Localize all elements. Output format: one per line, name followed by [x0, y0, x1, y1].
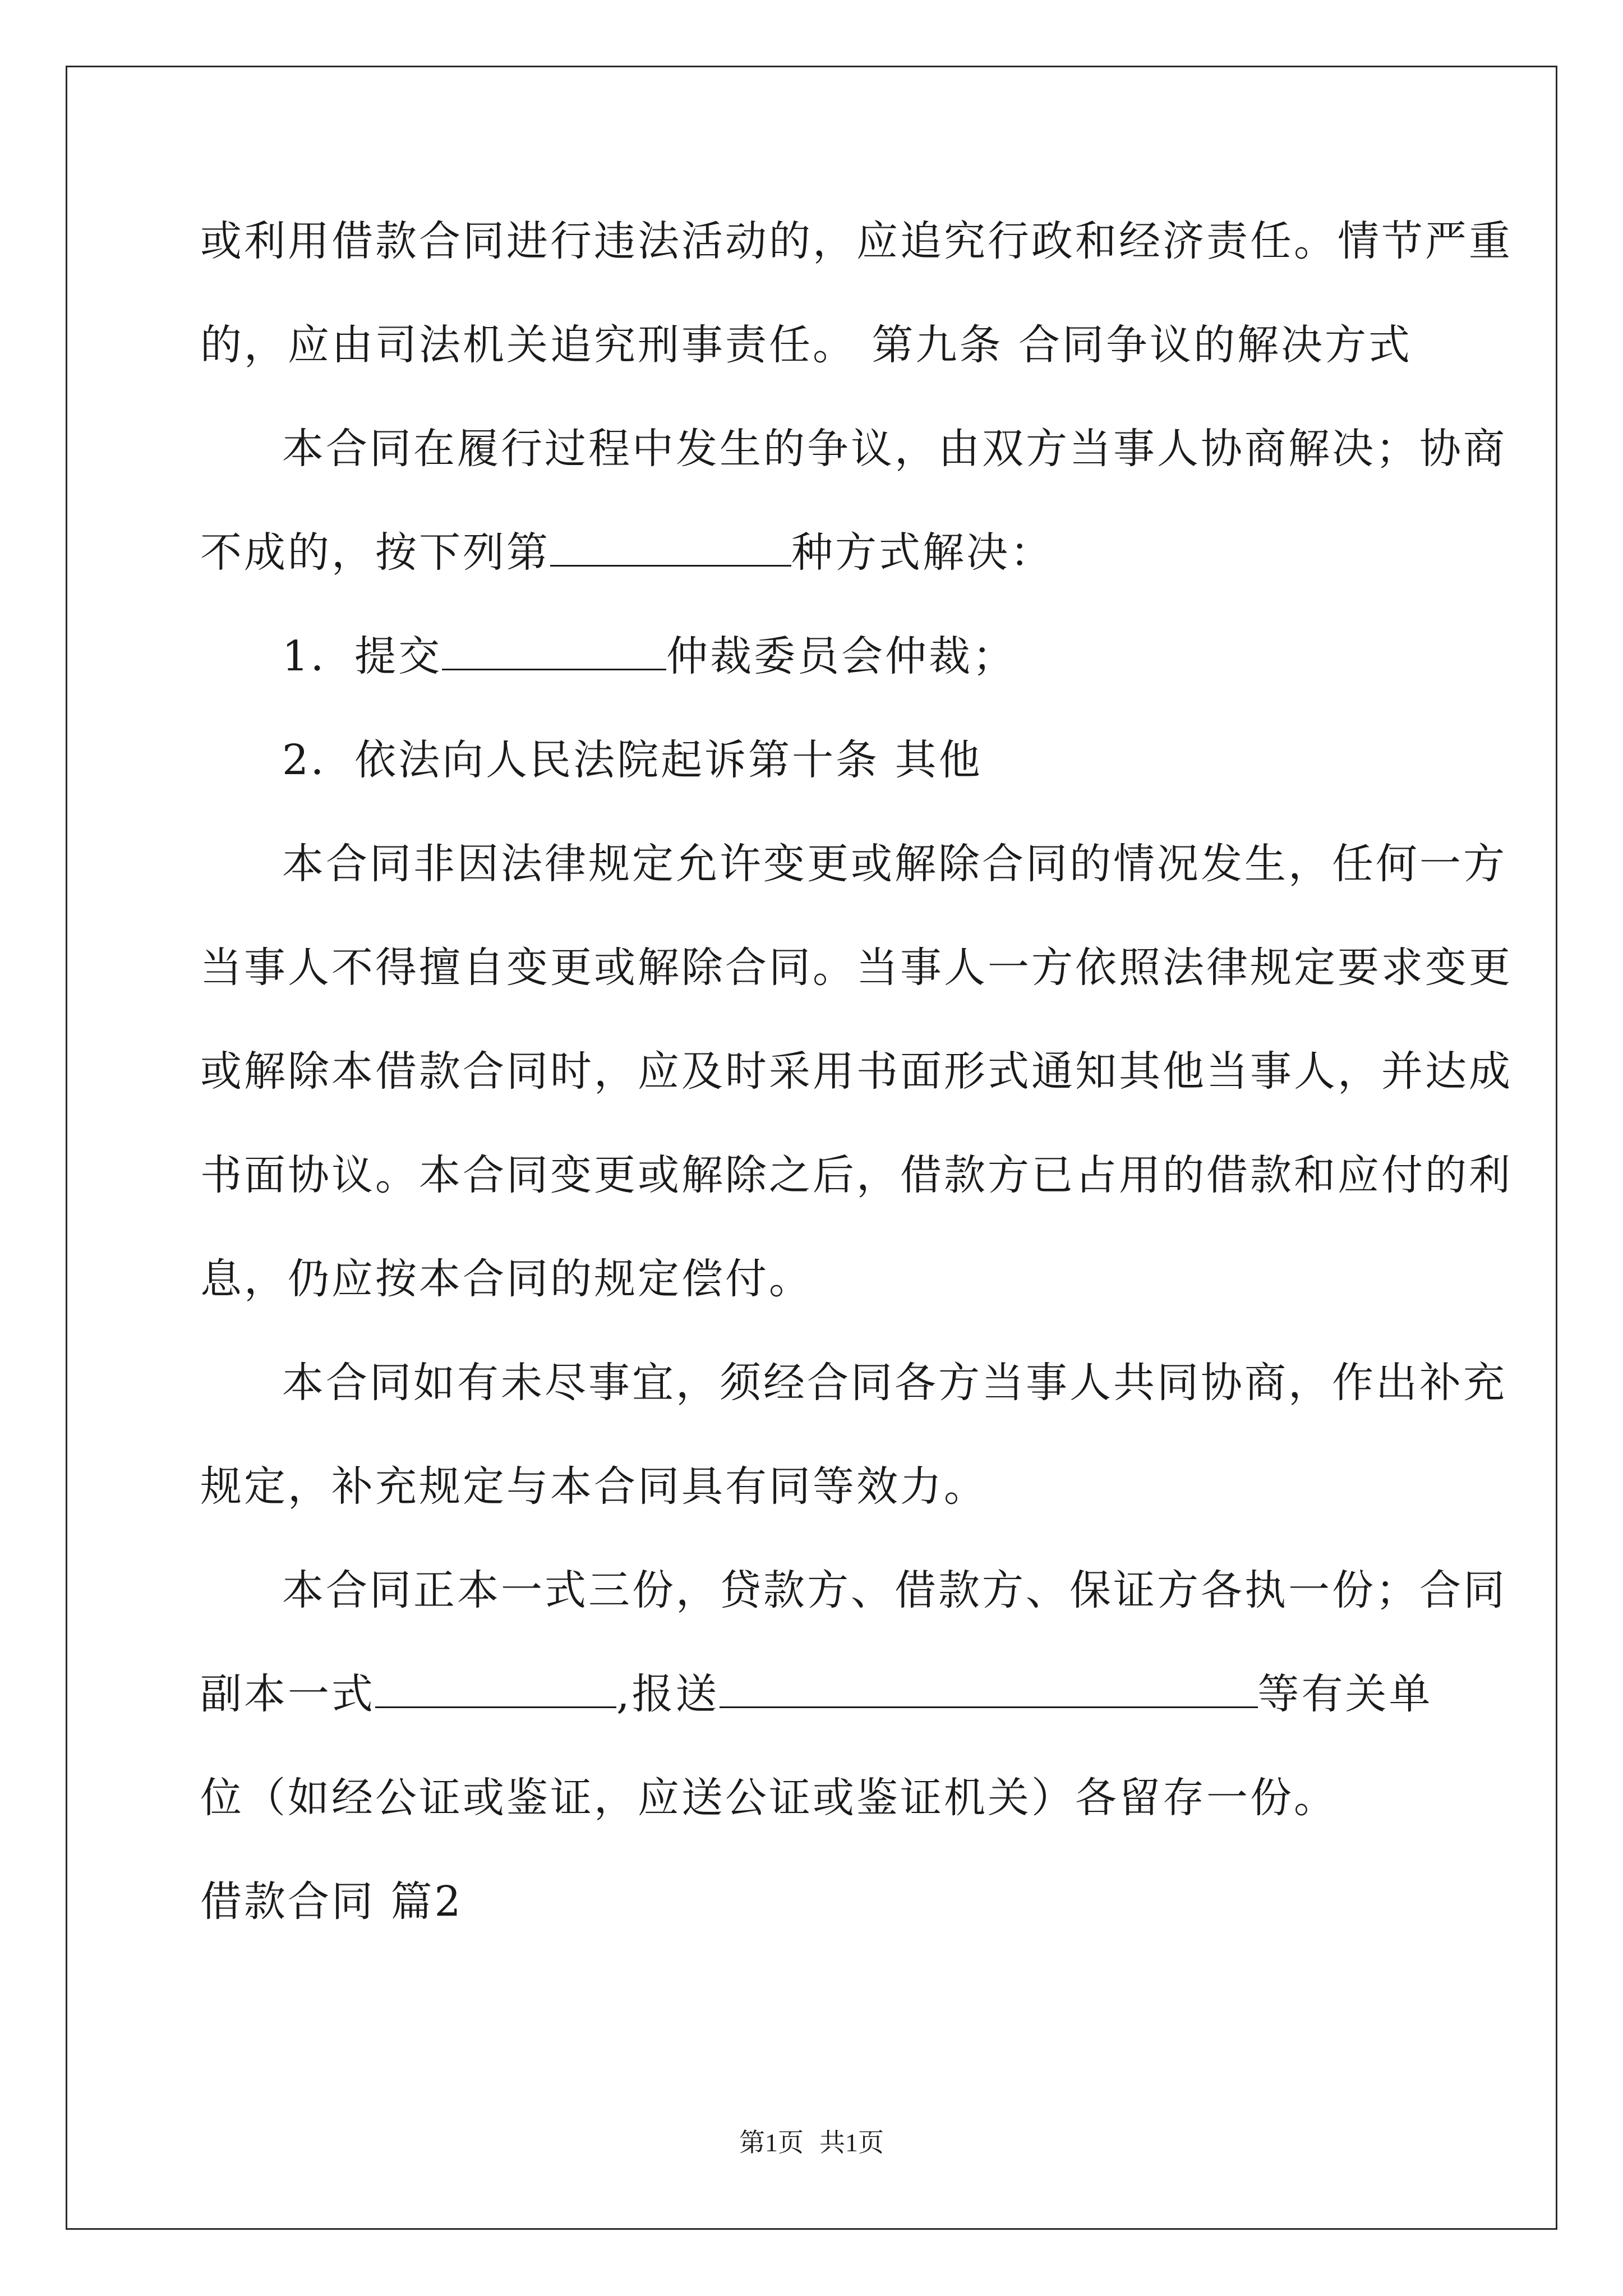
paragraph-4-line-1: 本合同如有未尽事宜，须经合同各方当事人共同协商，作出补充	[282, 1359, 1507, 1407]
page-total: 共1页	[819, 2128, 884, 2157]
paragraph-2-line-2-after: 种方式解决：	[791, 528, 1054, 577]
paragraph-5-line-3: 位（如经公证或鉴证，应送公证或鉴证机关）各留存一份。	[200, 1774, 1338, 1822]
fill-in-blank[interactable]	[550, 526, 791, 567]
paragraph-5-line-2-before: 副本一式	[200, 1670, 375, 1718]
section-heading: 借款合同 篇2	[200, 1878, 463, 1926]
paragraph-4-line-2: 规定，补充规定与本合同具有同等效力。	[200, 1462, 988, 1511]
fill-in-blank[interactable]	[375, 1667, 616, 1708]
paragraph-3-line-1: 本合同非因法律规定允许变更或解除合同的情况发生，任何一方	[282, 840, 1507, 888]
list-item-1-before: 1．提交	[282, 632, 442, 680]
paragraph-2-line-1: 本合同在履行过程中发生的争议，由双方当事人协商解决；协商	[282, 425, 1507, 473]
paragraph-1-line-1: 或利用借款合同进行违法活动的，应追究行政和经济责任。情节严重	[200, 217, 1513, 265]
paragraph-3-line-5: 息，仍应按本合同的规定偿付。	[200, 1255, 813, 1303]
paragraph-2-line-2-before: 不成的，按下列第	[200, 528, 550, 577]
paragraph-3-line-4: 书面协议。本合同变更或解除之后，借款方已占用的借款和应付的利	[200, 1151, 1513, 1199]
paragraph-3-line-2: 当事人不得擅自变更或解除合同。当事人一方依照法律规定要求变更	[200, 944, 1513, 992]
list-item-1-after: 仲裁委员会仲裁；	[666, 632, 1017, 680]
page-footer	[0, 2126, 1623, 2160]
list-item-2: 2．依法向人民法院起诉第十条 其他	[282, 736, 983, 784]
fill-in-blank[interactable]	[442, 629, 666, 670]
page-number: 第1页	[739, 2128, 804, 2157]
paragraph-3-line-3: 或解除本借款合同时，应及时采用书面形式通知其他当事人，并达成	[200, 1047, 1513, 1096]
fill-in-blank[interactable]	[720, 1667, 1258, 1708]
paragraph-5-line-1: 本合同正本一式三份，贷款方、借款方、保证方各执一份；合同	[282, 1566, 1507, 1614]
paragraph-5-line-2-after: 等有关单	[1257, 1670, 1433, 1718]
paragraph-2-line-2	[200, 524, 1054, 581]
paragraph-5-line-2-middle: ,报送	[616, 1670, 720, 1718]
paragraph-1-line-2: 的，应由司法机关追究刑事责任。 第九条 合同争议的解决方式	[200, 321, 1413, 369]
list-item-1	[282, 628, 1016, 684]
paragraph-5-line-2	[200, 1666, 1433, 1722]
